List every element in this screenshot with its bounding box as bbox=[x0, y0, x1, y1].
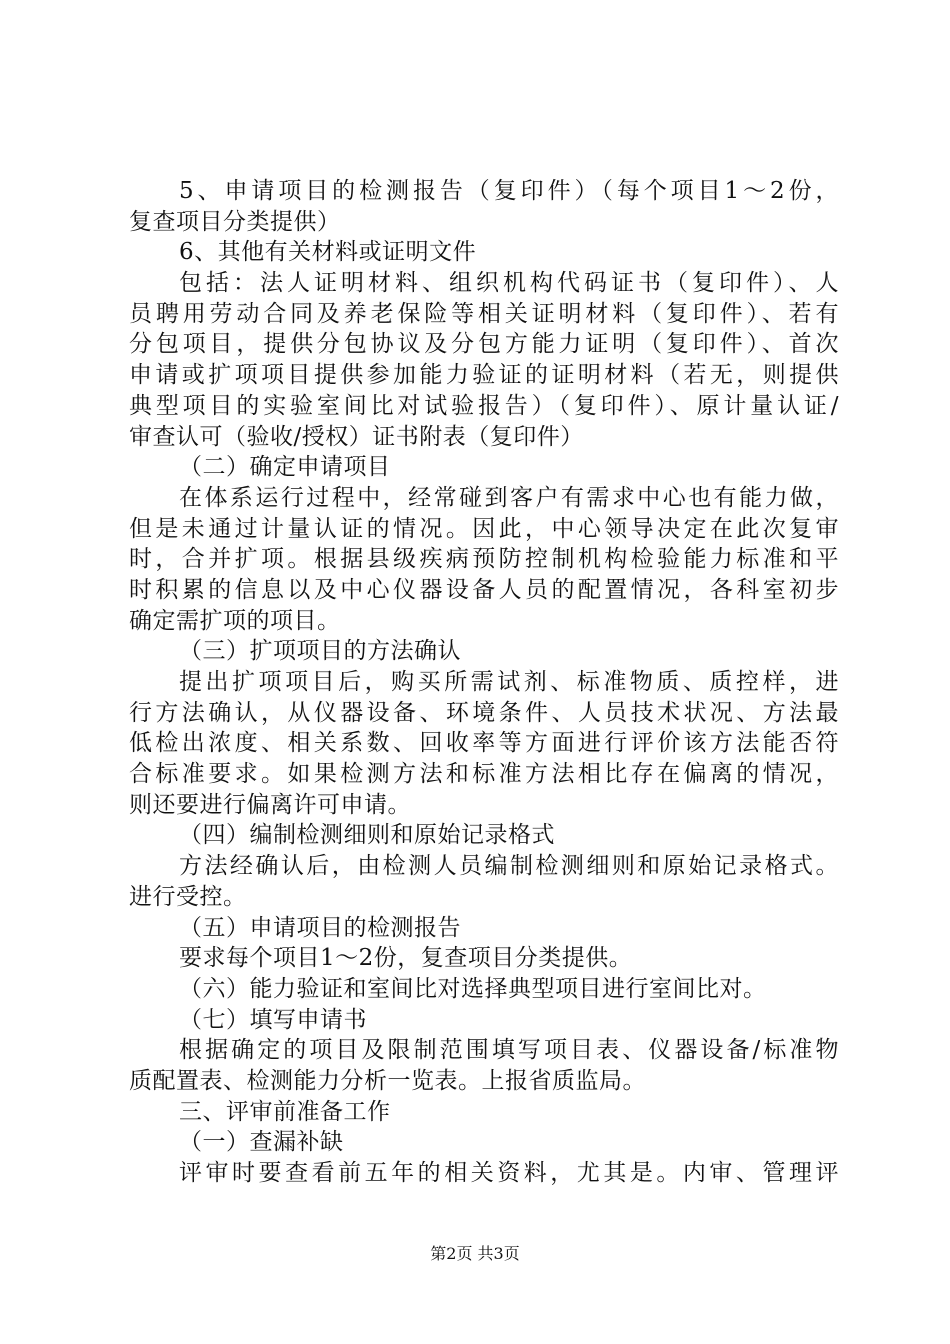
text-line: 则还要进行偏离许可申请。 bbox=[129, 791, 411, 818]
text-line: 提出扩项项目后，购买所需试剂、标准物质、质控样，进 bbox=[179, 669, 839, 695]
text-line: 评审时要查看前五年的相关资料，尤其是。内审、管理评 bbox=[179, 1160, 839, 1186]
text-line: 在体系运行过程中，经常碰到客户有需求中心也有能力做， bbox=[179, 484, 839, 511]
text-line: 审查认可（验收/授权）证书附表（复印件） bbox=[129, 423, 584, 450]
text-line: 合标准要求。如果检测方法和标准方法相比存在偏离的情况， bbox=[129, 761, 839, 788]
page-footer bbox=[0, 1244, 950, 1264]
section-heading: （四）编制检测细则和原始记录格式 bbox=[179, 822, 555, 849]
text-line: 包括：法人证明材料、组织机构代码证书（复印件）、人 bbox=[179, 270, 839, 297]
text-line: 质配置表、检测能力分析一览表。上报省质监局。 bbox=[129, 1067, 646, 1094]
text-line: 员聘用劳动合同及养老保险等相关证明材料（复印件）、若有 bbox=[129, 300, 839, 327]
text-line: 要求每个项目1～2份，复查项目分类提供。 bbox=[179, 945, 633, 972]
text-line: 时积累的信息以及中心仪器设备人员的配置情况，各科室初步 bbox=[129, 576, 839, 603]
text-line: 方法经确认后，由检测人员编制检测细则和原始记录格式。 bbox=[179, 853, 839, 880]
section-heading: （六）能力验证和室间比对选择典型项目进行室间比对。 bbox=[179, 975, 767, 1002]
text-line: 确定需扩项的项目。 bbox=[129, 607, 341, 634]
text-line: 6、其他有关材料或证明文件 bbox=[179, 239, 477, 266]
text-line: 低检出浓度、相关系数、回收率等方面进行评价该方法能否符 bbox=[129, 730, 839, 757]
section-heading: （七）填写申请书 bbox=[179, 1006, 367, 1033]
section-heading: （二）确定申请项目 bbox=[179, 454, 391, 481]
section-heading: （三）扩项项目的方法确认 bbox=[179, 638, 461, 665]
text-line: 复查项目分类提供） bbox=[129, 208, 341, 235]
document-body bbox=[129, 176, 839, 1189]
text-line: 时，合并扩项。根据县级疾病预防控制机构检验能力标准和平 bbox=[129, 546, 839, 573]
page-number: 第2页 共3页 bbox=[430, 1244, 520, 1263]
text-line: 行方法确认，从仪器设备、环境条件、人员技术状况、方法最 bbox=[129, 699, 839, 726]
text-line: 申请或扩项项目提供参加能力验证的证明材料（若无，则提供 bbox=[129, 362, 839, 389]
text-line: 5、申请项目的检测报告（复印件）（每个项目1～2份， bbox=[179, 178, 839, 204]
text-line: 进行受控。 bbox=[129, 883, 247, 910]
text-line: 但是未通过计量认证的情况。因此，中心领导决定在此次复审 bbox=[129, 515, 839, 542]
section-heading: 三、评审前准备工作 bbox=[179, 1098, 391, 1125]
text-line: 分包项目，提供分包协议及分包方能力证明（复印件）、首次 bbox=[129, 331, 839, 358]
text-line: 根据确定的项目及限制范围填写项目表、仪器设备/标准物 bbox=[179, 1037, 839, 1064]
text-line: 典型项目的实验室间比对试验报告）（复印件）、原计量认证/ bbox=[129, 392, 839, 419]
section-heading: （一）查漏补缺 bbox=[179, 1129, 344, 1156]
section-heading: （五）申请项目的检测报告 bbox=[179, 914, 461, 941]
